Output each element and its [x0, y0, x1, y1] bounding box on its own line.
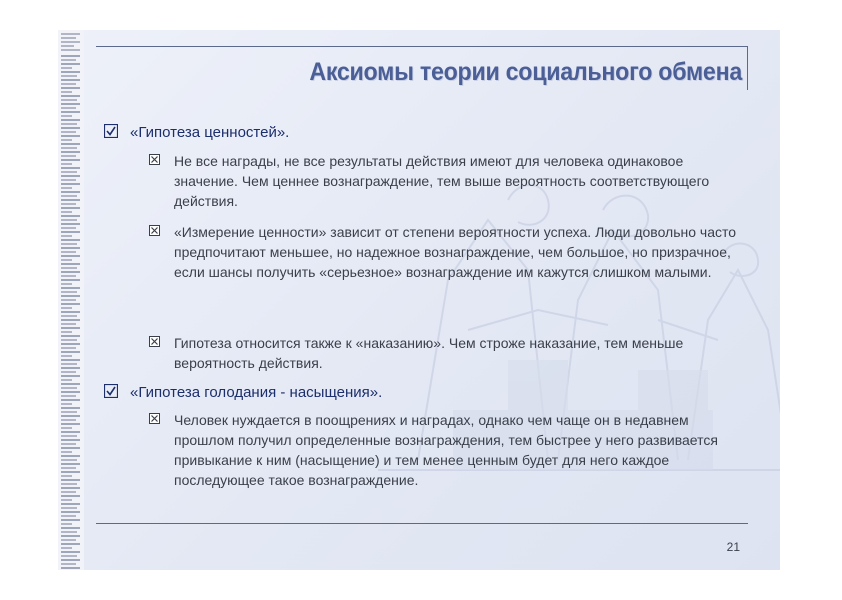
subbullet [174, 222, 740, 282]
subbullet [174, 410, 740, 490]
footer-rule [96, 523, 748, 524]
subbullet-text: Не все награды, не все результаты действия имеют для человека одинаковое значение. Чем ценнее вознаграждение, тем выше вероятность соответствующего действия. [174, 153, 710, 209]
page-number: 21 [726, 540, 740, 554]
bullet-level1 [130, 124, 740, 141]
x-box-icon [149, 225, 160, 236]
subbullet-text: Гипотеза относится также к «наказанию». Чем строже наказание, тем меньше вероятность действия. [174, 335, 684, 371]
x-box-icon [149, 413, 160, 424]
title-rule [96, 46, 748, 47]
title-rule-tick [747, 46, 748, 90]
checked-box-icon [104, 124, 118, 138]
slide-title: Аксиомы теории социального обмена [309, 58, 742, 86]
bullet-text: «Гипотеза ценностей». [130, 124, 290, 141]
bullet-level1 [130, 384, 740, 401]
subbullet-text: «Измерение ценности» зависит от степени вероятности успеха. Люди довольно часто предпочитают меньшее, но надежное вознаграждение, чем большое, но призрачное, если шансы получить «серьезное» вознаграждение им кажутся слишком малыми. [174, 224, 737, 280]
subbullet-text: Человек нуждается в поощрениях и наградах, однако чем чаще он в недавнем прошлом получил определенные вознаграждения, тем быстрее у него развивается привыкание к ним (насыщение) и тем менее ценным будет для него каждое последующее такое вознаграждение. [174, 412, 718, 488]
x-box-icon [149, 154, 160, 165]
checked-box-icon [104, 384, 118, 398]
subbullet [174, 333, 740, 373]
subbullet [174, 151, 740, 211]
left-decorative-stripe [58, 30, 84, 570]
x-box-icon [149, 336, 160, 347]
bullet-text: «Гипотеза голодания - насыщения». [130, 384, 383, 401]
